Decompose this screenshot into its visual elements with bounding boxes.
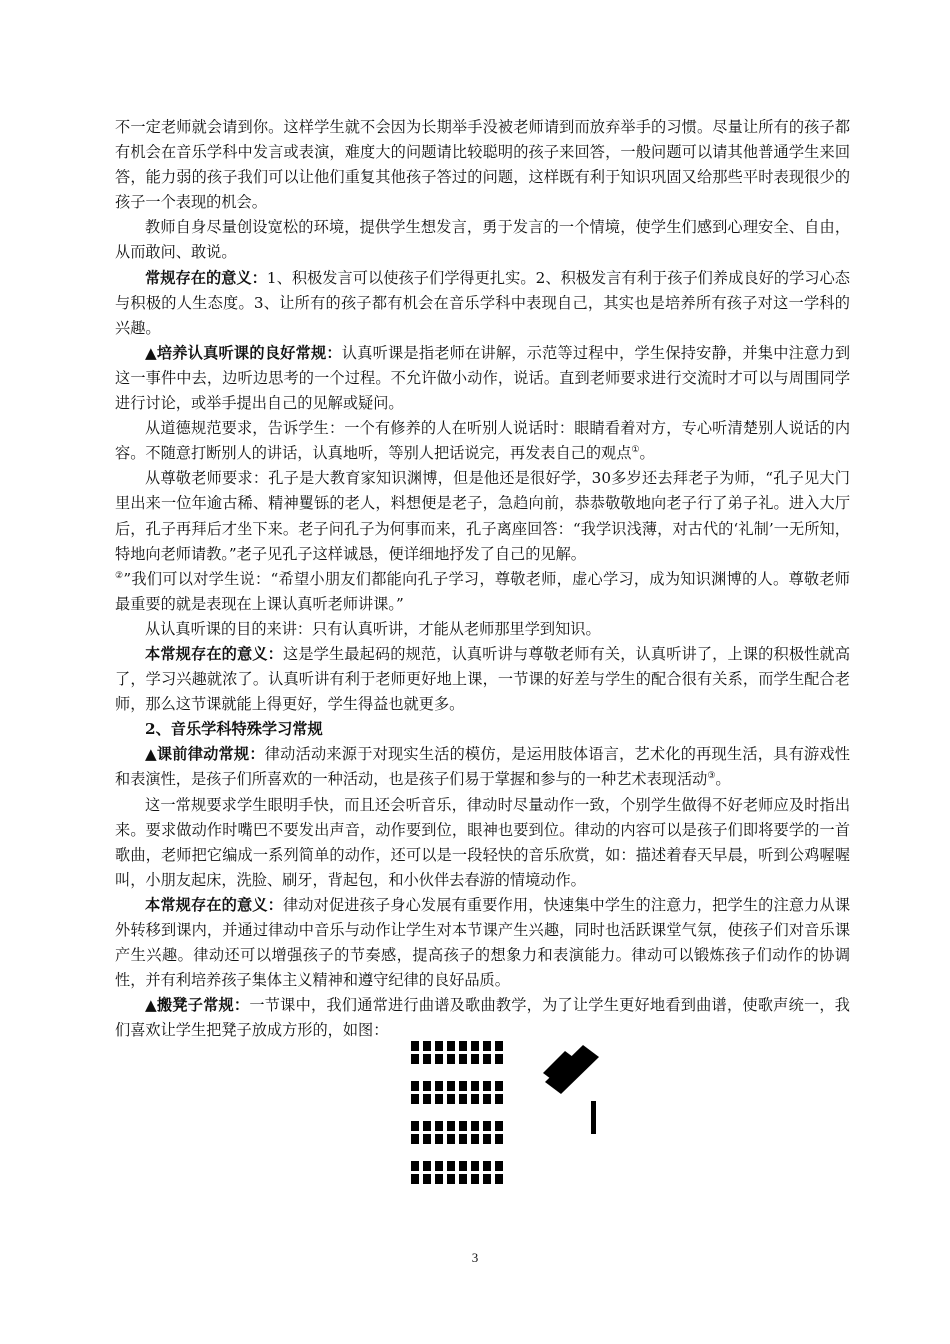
- stool-mark: [483, 1161, 491, 1171]
- stool-mark: [483, 1054, 491, 1064]
- stool-mark: [459, 1094, 467, 1104]
- stool-mark: [459, 1081, 467, 1091]
- document-body: [115, 115, 850, 1043]
- stool-mark: [459, 1161, 467, 1171]
- stool-mark: [471, 1134, 479, 1144]
- paragraph-3: 常规存在的意义：1、积极发言可以使孩子们学得更扎实。2、积极发言有利于孩子们养成良好的学习心态与积极的人生态度。3、让所有的孩子都有机会在音乐学科中表现自己，其实也是培养所有孩子对这一学科的兴趣。: [115, 268, 850, 337]
- teacher-position-mark: [591, 1101, 596, 1134]
- stool-mark: [447, 1041, 455, 1051]
- stool-mark: [411, 1134, 419, 1144]
- stool-mark: [471, 1081, 479, 1091]
- stool-mark: [495, 1041, 503, 1051]
- stool-mark: [435, 1134, 443, 1144]
- paragraph-2: 教师自身尽量创设宽松的环境，提供学生想发言，勇于发言的一个情境，使学生们感到心理安全、自由，从而敢问、敢说。: [115, 218, 850, 262]
- footnote-marker: ①: [631, 445, 640, 456]
- stool-mark: [471, 1054, 479, 1064]
- paragraph-4: ▲培养认真听课的良好常规：认真听课是指老师在讲解，示范等过程中，学生保持安静，并集中注意力到这一事件中去，边听边思考的一个过程。不允许做小动作，说话。直到老师要求进行交流时才可以与周围同学进行讨论，或举手提出自己的见解或疑问。: [115, 343, 851, 413]
- stool-mark: [495, 1054, 503, 1064]
- stool-mark: [435, 1041, 443, 1051]
- paragraph-heading: 常规存在的意义：: [145, 268, 267, 287]
- stool-mark: [483, 1094, 491, 1104]
- stool-mark: [435, 1174, 443, 1184]
- stool-mark: [471, 1041, 479, 1051]
- paragraph-10: ▲课前律动常规：律动活动来源于对现实生活的模仿，是运用肢体语言，艺术化的再现生活，具有游戏性和表演性，是孩子们所喜欢的一种活动，也是孩子们易于掌握和参与的一种艺术表现活动③。: [115, 745, 850, 789]
- stool-mark: [459, 1054, 467, 1064]
- stool-mark: [411, 1094, 419, 1104]
- stool-mark: [411, 1161, 419, 1171]
- stool-mark: [459, 1041, 467, 1051]
- paragraph-13: ▲搬凳子常规：一节课中，我们通常进行曲谱及歌曲教学，为了让学生更好地看到曲谱，使歌声统一，我们喜欢让学生把凳子放成方形的，如图：: [115, 996, 850, 1040]
- page-number: 3: [471, 1250, 479, 1265]
- stool-mark: [447, 1081, 455, 1091]
- stool-mark: [483, 1174, 491, 1184]
- stool-mark: [435, 1054, 443, 1064]
- stool-mark: [483, 1134, 491, 1144]
- paragraph-heading: ▲课前律动常规：: [145, 745, 265, 764]
- stool-mark: [483, 1121, 491, 1131]
- stool-mark: [435, 1081, 443, 1091]
- stool-mark: [423, 1134, 431, 1144]
- stool-mark: [447, 1094, 455, 1104]
- stool-mark: [471, 1161, 479, 1171]
- stool-mark: [495, 1174, 503, 1184]
- stool-mark: [471, 1174, 479, 1184]
- stool-mark: [423, 1094, 431, 1104]
- paragraph-heading: 本常规存在的意义：: [145, 895, 283, 914]
- stool-rows: [411, 1041, 503, 1184]
- paragraph-heading: 本常规存在的意义：: [145, 644, 283, 663]
- paragraph-11: 这一常规要求学生眼明手快，而且还会听音乐，律动时尽量动作一致，个别学生做得不好老师应及时指出来。要求做动作时嘴巴不要发出声音，动作要到位，眼神也要到位。律动的内容可以是孩子们即将要学的一首歌曲，老师把它编成一系列简单的动作，还可以是一段轻快的音乐欣赏，如：描述着春天早晨，听到公鸡喔喔叫，小朋友起床，洗脸、刷牙，背起包，和小伙伴去春游的情境动作。: [115, 795, 850, 889]
- stool-mark: [459, 1134, 467, 1144]
- paragraph-7: 从认真听课的目的来讲：只有认真听讲，才能从老师那里学到知识。: [145, 619, 601, 638]
- stool-mark: [495, 1121, 503, 1131]
- stool-mark: [423, 1041, 431, 1051]
- stool-mark: [423, 1174, 431, 1184]
- stool-mark: [495, 1094, 503, 1104]
- stool-mark: [423, 1054, 431, 1064]
- paragraph-heading: ▲搬凳子常规：: [145, 996, 250, 1015]
- stool-arrangement-figure: [405, 1035, 615, 1195]
- stool-mark: [459, 1121, 467, 1131]
- stool-mark: [435, 1121, 443, 1131]
- stool-mark: [411, 1054, 419, 1064]
- section-heading: 2、音乐学科特殊学习常规: [145, 720, 323, 739]
- stool-mark: [447, 1121, 455, 1131]
- footnote-marker: ③: [707, 771, 716, 782]
- stool-mark: [411, 1081, 419, 1091]
- stool-mark: [447, 1134, 455, 1144]
- stool-mark: [471, 1094, 479, 1104]
- paragraph-12: 本常规存在的意义：律动对促进孩子身心发展有重要作用，快速集中学生的注意力，把学生的注意力从课外转移到课内，并通过律动中音乐与动作让学生对本节课产生兴趣，同时也活跃课堂气氛，使孩子们对音乐课产生兴趣。律动还可以增强孩子的节奏感，提高孩子的想象力和表演能力。律动可以锻炼孩子们动作的协调性，并有利培养孩子集体主义精神和遵守纪律的良好品质。: [115, 895, 851, 990]
- paragraph-heading: ▲培养认真听课的良好常规：: [145, 343, 342, 362]
- stool-mark: [435, 1094, 443, 1104]
- stool-mark: [423, 1081, 431, 1091]
- stool-mark: [447, 1054, 455, 1064]
- paragraph-8: 本常规存在的意义：这是学生最起码的规范，认真听讲与尊敬老师有关，认真听讲了，上课的积极性就高了，学习兴趣就浓了。认真听讲有利于老师更好地上课，一节课的好差与学生的配合很有关系，而学生配合老师，那么这节课就能上得更好，学生得益也就更多。: [115, 644, 851, 714]
- paragraph-5: 从道德规范要求，告诉学生：一个有修养的人在听别人说话时：眼睛看着对方，专心听清楚别人说话的内容。不随意打断别人的讲话，认真地听，等别人把话说完，再发表自己的观点①。: [115, 419, 850, 463]
- stool-mark: [495, 1081, 503, 1091]
- stool-mark: [495, 1161, 503, 1171]
- stool-mark: [435, 1161, 443, 1171]
- stool-mark: [459, 1174, 467, 1184]
- stool-mark: [471, 1121, 479, 1131]
- stool-mark: [423, 1121, 431, 1131]
- stool-mark: [411, 1174, 419, 1184]
- stool-mark: [447, 1161, 455, 1171]
- paragraph-1: 不一定老师就会请到你。这样学生就不会因为长期举手没被老师请到而放弃举手的习惯。尽量让所有的孩子都有机会在音乐学科中发言或表演，难度大的问题请比较聪明的孩子来回答，一般问题可以请其他普通学生来回答，能力弱的孩子我们可以让他们重复其他孩子答过的问题，这样既有利于知识巩固又给那些平时表现很少的孩子一个表现的机会。: [115, 118, 850, 212]
- footnote-marker: ②: [115, 570, 124, 581]
- paragraph-6: 从尊敬老师要求：孔子是大教育家知识渊博，但是他还是很好学，30多岁还去拜老子为师，“孔子见大门里出来一位年逾古稀、精神矍铄的老人，料想便是老子，急趋向前，恭恭敬敬地向老子行了弟子礼。进入大厅后，孔子再拜后才坐下来。老子问孔子为何事而来，孔子离座回答：“我学识浅薄，对古代的‘礼制’一无所知，特地向老师请教。”老子见孔子这样诚恳，便详细地抒发了自己的见解。 ②”我们可以对学生说：“希望小朋友们都能向孔子学习，尊敬老师，虚心学习，成为知识渊博的人。尊敬老师最重要的就是表现在上课认真听老师讲课。”: [115, 469, 850, 613]
- stool-mark: [447, 1174, 455, 1184]
- stool-mark: [411, 1121, 419, 1131]
- stool-mark: [483, 1081, 491, 1091]
- stool-mark: [495, 1134, 503, 1144]
- stool-mark: [423, 1161, 431, 1171]
- stool-mark: [483, 1041, 491, 1051]
- stool-mark: [411, 1041, 419, 1051]
